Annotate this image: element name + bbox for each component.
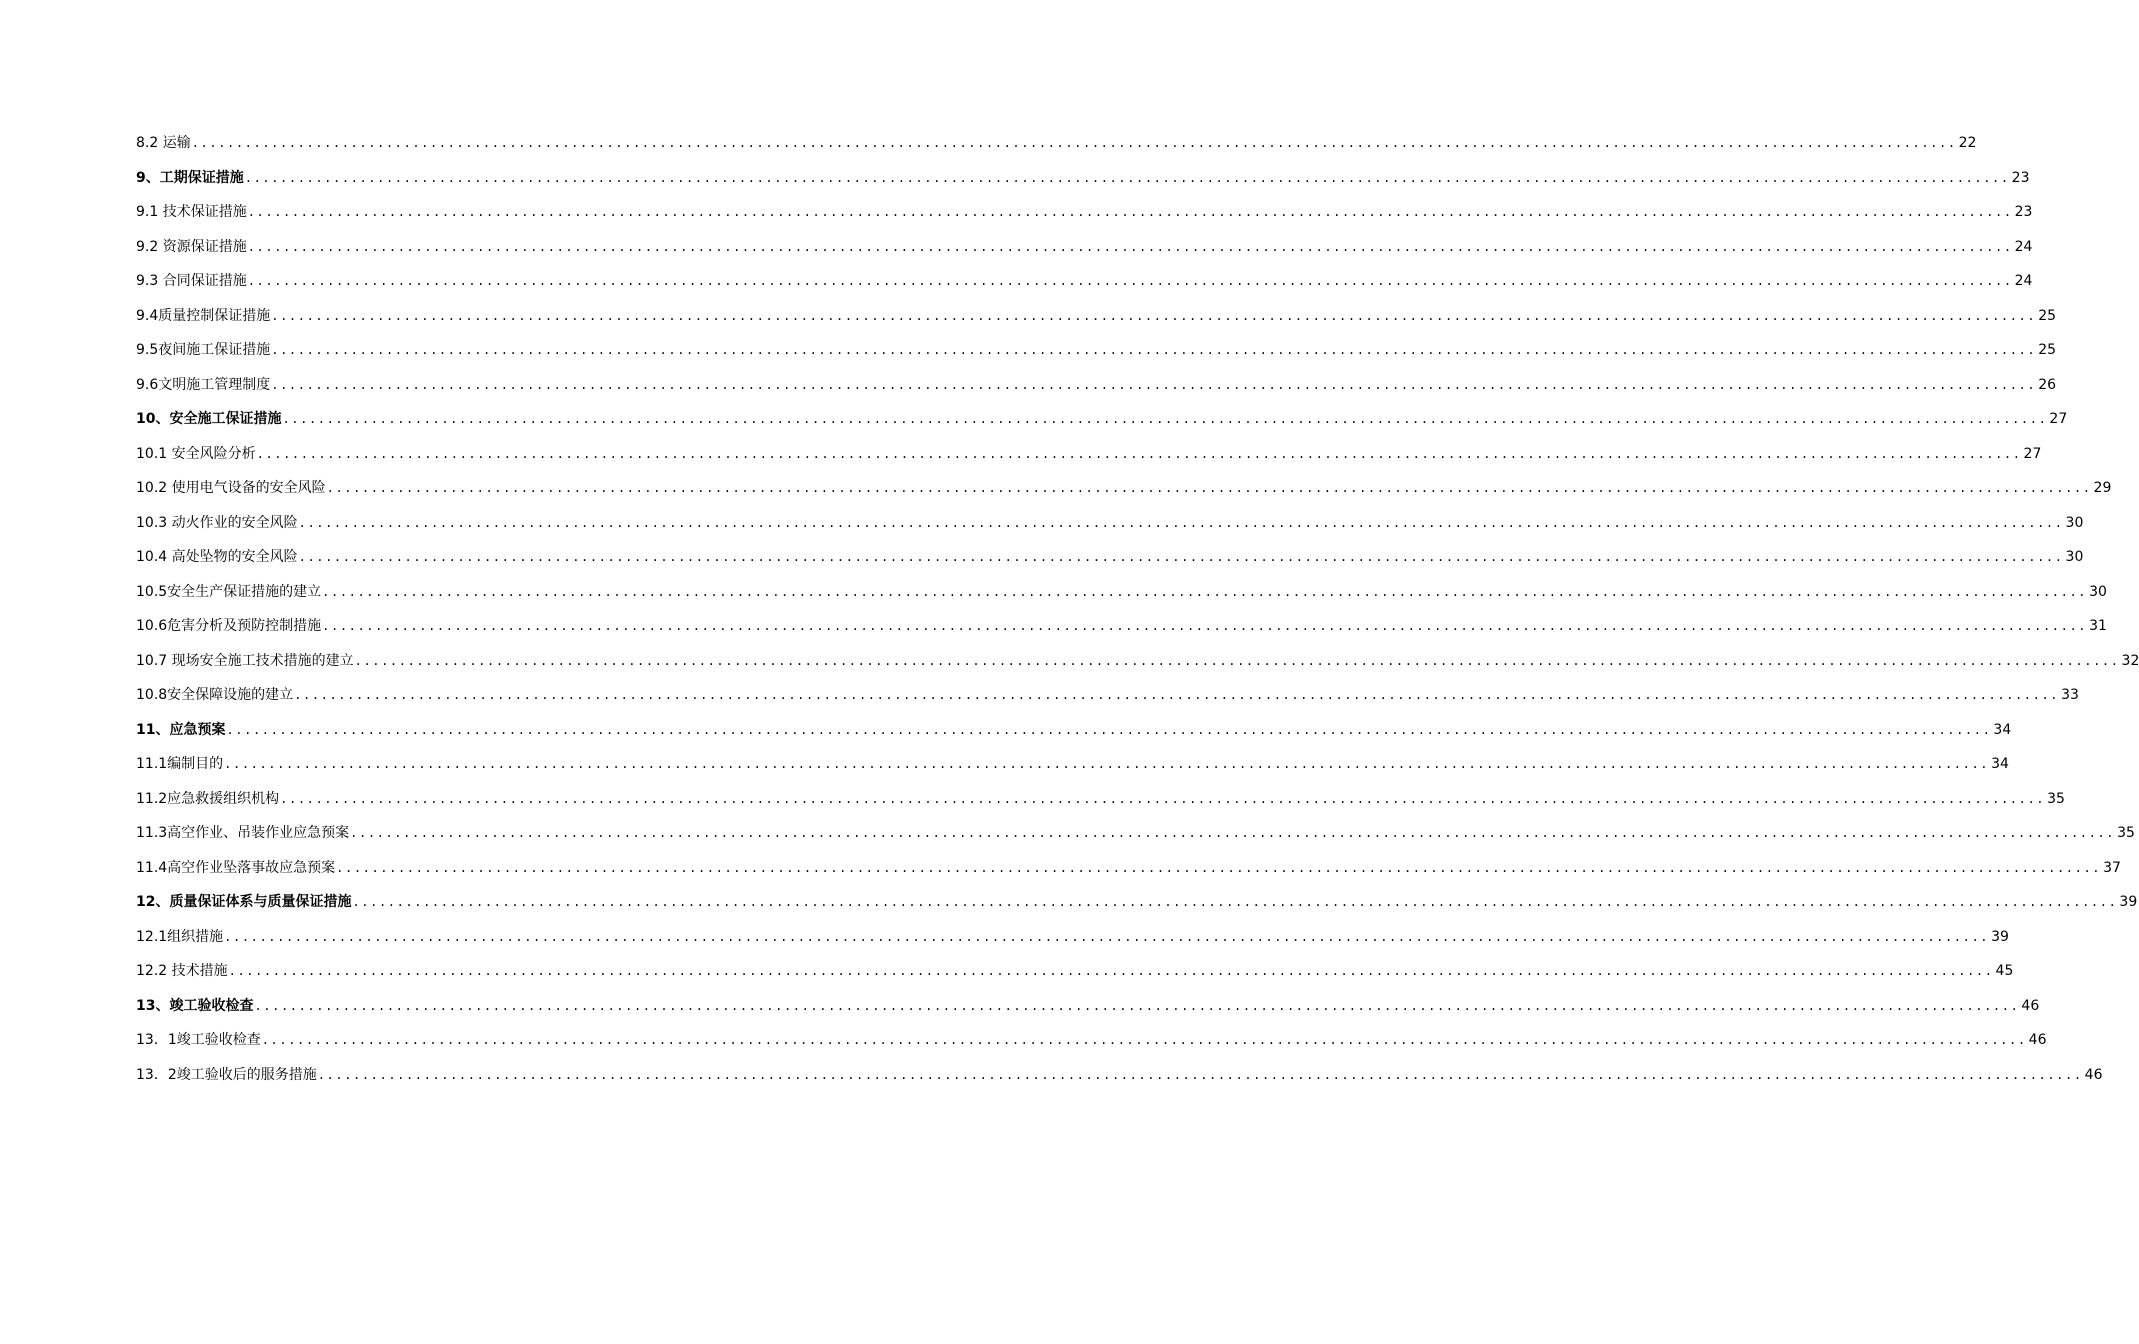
toc-entry-title: 11.2应急救援组织机构 bbox=[136, 790, 280, 807]
toc-entry[interactable] bbox=[136, 402, 2068, 437]
toc-entry-page-number: 35 bbox=[2117, 825, 2135, 842]
toc-entry-page-number: 45 bbox=[1995, 963, 2014, 980]
toc-leader-dots: ........................................................................................................................................................................................................ bbox=[271, 308, 2037, 323]
toc-leader-dots: ........................................................................................................................................................................................................ bbox=[224, 929, 1990, 944]
toc-entry[interactable] bbox=[136, 471, 2112, 506]
toc-leader-dots: ........................................................................................................................................................................................................ bbox=[322, 619, 2088, 634]
toc-entry-title: 13．2竣工验收后的服务措施 bbox=[136, 1066, 317, 1083]
toc-entry-title: 10.8安全保障设施的建立 bbox=[136, 687, 294, 704]
table-of-contents bbox=[136, 126, 2139, 1092]
toc-leader-dots: ........................................................................................................................................................................................................ bbox=[326, 481, 2092, 496]
toc-leader-dots: ........................................................................................................................................................................................................ bbox=[322, 584, 2088, 599]
toc-entry-title: 10.3 动火作业的安全风险 bbox=[136, 514, 298, 531]
toc-leader-dots: ........................................................................................................................................................................................................ bbox=[244, 170, 2010, 185]
toc-leader-dots: ........................................................................................................................................................................................................ bbox=[294, 688, 2060, 703]
toc-entry[interactable] bbox=[136, 1058, 2103, 1093]
toc-leader-dots: ........................................................................................................................................................................................................ bbox=[352, 895, 2118, 910]
toc-entry-title: 10.1 安全风险分析 bbox=[136, 445, 256, 462]
toc-leader-dots: ........................................................................................................................................................................................................ bbox=[317, 1067, 2083, 1082]
toc-leader-dots: ........................................................................................................................................................................................................ bbox=[256, 446, 2022, 461]
toc-entry-page-number: 30 bbox=[2065, 514, 2084, 531]
toc-leader-dots: ........................................................................................................................................................................................................ bbox=[298, 550, 2064, 565]
toc-entry-title: 11、应急预案 bbox=[136, 721, 226, 738]
toc-entry[interactable] bbox=[136, 954, 2014, 989]
toc-entry-title: 12、质量保证体系与质量保证措施 bbox=[136, 894, 352, 911]
toc-entry-page-number: 25 bbox=[2038, 307, 2057, 324]
toc-entry-title: 10.7 现场安全施工技术措施的建立 bbox=[136, 652, 354, 669]
toc-entry-page-number: 23 bbox=[2011, 169, 2030, 186]
toc-entry-page-number: 39 bbox=[2119, 894, 2138, 911]
toc-entry-page-number: 35 bbox=[2047, 790, 2065, 807]
toc-entry-title: 8.2 运输 bbox=[136, 135, 191, 152]
toc-entry[interactable] bbox=[136, 920, 2009, 955]
toc-entry[interactable] bbox=[136, 885, 2138, 920]
toc-entry-page-number: 30 bbox=[2065, 549, 2084, 566]
toc-entry-title: 9、工期保证措施 bbox=[136, 169, 244, 186]
toc-entry-title: 9.4质量控制保证措施 bbox=[136, 307, 271, 324]
toc-entry-title: 11.4高空作业坠落事故应急预案 bbox=[136, 859, 336, 876]
toc-entry[interactable] bbox=[136, 126, 1977, 161]
toc-entry[interactable] bbox=[136, 851, 2121, 886]
toc-entry[interactable] bbox=[136, 782, 2065, 817]
toc-entry-title: 11.3高空作业、吊装作业应急预案 bbox=[136, 825, 350, 842]
toc-leader-dots: ........................................................................................................................................................................................................ bbox=[254, 998, 2020, 1013]
toc-leader-dots: ........................................................................................................................................................................................................ bbox=[247, 205, 2013, 220]
toc-leader-dots: ........................................................................................................................................................................................................ bbox=[350, 826, 2116, 841]
toc-entry[interactable] bbox=[136, 161, 2030, 196]
toc-entry-page-number: 46 bbox=[2021, 997, 2040, 1014]
toc-entry[interactable] bbox=[136, 989, 2040, 1024]
toc-leader-dots: ........................................................................................................................................................................................................ bbox=[271, 377, 2037, 392]
toc-entry[interactable] bbox=[136, 747, 2009, 782]
toc-entry-page-number: 25 bbox=[2038, 342, 2057, 359]
toc-entry-title: 10.2 使用电气设备的安全风险 bbox=[136, 480, 326, 497]
toc-leader-dots: ........................................................................................................................................................................................................ bbox=[298, 515, 2064, 530]
toc-leader-dots: ........................................................................................................................................................................................................ bbox=[354, 653, 2120, 668]
toc-entry-page-number: 27 bbox=[2049, 411, 2068, 428]
toc-leader-dots: ........................................................................................................................................................................................................ bbox=[247, 274, 2013, 289]
toc-leader-dots: ........................................................................................................................................................................................................ bbox=[247, 239, 2013, 254]
toc-entry-page-number: 46 bbox=[2084, 1066, 2103, 1083]
toc-entry-page-number: 30 bbox=[2089, 583, 2107, 600]
toc-entry-page-number: 39 bbox=[1991, 928, 2009, 945]
toc-entry[interactable] bbox=[136, 264, 2033, 299]
toc-entry[interactable] bbox=[136, 1023, 2047, 1058]
toc-entry[interactable] bbox=[136, 195, 2033, 230]
toc-leader-dots: ........................................................................................................................................................................................................ bbox=[261, 1033, 2027, 1048]
toc-entry-title: 10.5安全生产保证措施的建立 bbox=[136, 583, 322, 600]
toc-entry-title: 12.2 技术措施 bbox=[136, 963, 228, 980]
toc-entry-page-number: 31 bbox=[2089, 618, 2107, 635]
toc-entry[interactable] bbox=[136, 437, 2042, 472]
toc-entry-title: 10.4 高处坠物的安全风险 bbox=[136, 549, 298, 566]
toc-entry-title: 11.1编制目的 bbox=[136, 756, 224, 773]
toc-entry[interactable] bbox=[136, 506, 2084, 541]
toc-entry-page-number: 23 bbox=[2014, 204, 2033, 221]
toc-leader-dots: ........................................................................................................................................................................................................ bbox=[191, 136, 1957, 151]
toc-entry-title: 9.3 合同保证措施 bbox=[136, 273, 247, 290]
toc-entry-page-number: 29 bbox=[2093, 480, 2112, 497]
toc-entry[interactable] bbox=[136, 333, 2057, 368]
toc-entry-page-number: 34 bbox=[1991, 756, 2009, 773]
toc-entry-title: 9.5夜间施工保证措施 bbox=[136, 342, 271, 359]
toc-leader-dots: ........................................................................................................................................................................................................ bbox=[280, 791, 2046, 806]
toc-entry-page-number: 24 bbox=[2014, 238, 2033, 255]
toc-entry-page-number: 24 bbox=[2014, 273, 2033, 290]
toc-entry[interactable] bbox=[136, 713, 2012, 748]
toc-entry-page-number: 46 bbox=[2028, 1032, 2047, 1049]
toc-entry-title: 9.1 技术保证措施 bbox=[136, 204, 247, 221]
toc-entry-title: 9.2 资源保证措施 bbox=[136, 238, 247, 255]
toc-leader-dots: ........................................................................................................................................................................................................ bbox=[336, 860, 2102, 875]
toc-leader-dots: ........................................................................................................................................................................................................ bbox=[282, 412, 2048, 427]
toc-entry[interactable] bbox=[136, 299, 2057, 334]
toc-entry-page-number: 33 bbox=[2061, 687, 2079, 704]
toc-entry[interactable] bbox=[136, 644, 2139, 679]
toc-entry-page-number: 34 bbox=[1993, 721, 2012, 738]
toc-leader-dots: ........................................................................................................................................................................................................ bbox=[271, 343, 2037, 358]
toc-entry[interactable] bbox=[136, 609, 2107, 644]
toc-entry-title: 13、竣工验收检查 bbox=[136, 997, 254, 1014]
toc-entry[interactable] bbox=[136, 230, 2033, 265]
toc-entry[interactable] bbox=[136, 575, 2107, 610]
toc-entry-title: 10、安全施工保证措施 bbox=[136, 411, 282, 428]
toc-entry-page-number: 37 bbox=[2103, 859, 2121, 876]
toc-leader-dots: ........................................................................................................................................................................................................ bbox=[226, 722, 1992, 737]
toc-entry[interactable] bbox=[136, 678, 2079, 713]
toc-entry-title: 12.1组织措施 bbox=[136, 928, 224, 945]
toc-leader-dots: ........................................................................................................................................................................................................ bbox=[228, 964, 1994, 979]
toc-entry-title: 9.6文明施工管理制度 bbox=[136, 376, 271, 393]
toc-entry-page-number: 26 bbox=[2038, 376, 2057, 393]
toc-leader-dots: ........................................................................................................................................................................................................ bbox=[224, 757, 1990, 772]
toc-entry[interactable] bbox=[136, 368, 2057, 403]
toc-entry-title: 10.6危害分析及预防控制措施 bbox=[136, 618, 322, 635]
toc-entry-page-number: 32 bbox=[2121, 652, 2139, 669]
toc-entry-page-number: 27 bbox=[2023, 445, 2042, 462]
toc-entry-page-number: 22 bbox=[1958, 135, 1977, 152]
toc-entry[interactable] bbox=[136, 816, 2135, 851]
toc-entry-title: 13．1竣工验收检查 bbox=[136, 1032, 261, 1049]
toc-entry[interactable] bbox=[136, 540, 2084, 575]
